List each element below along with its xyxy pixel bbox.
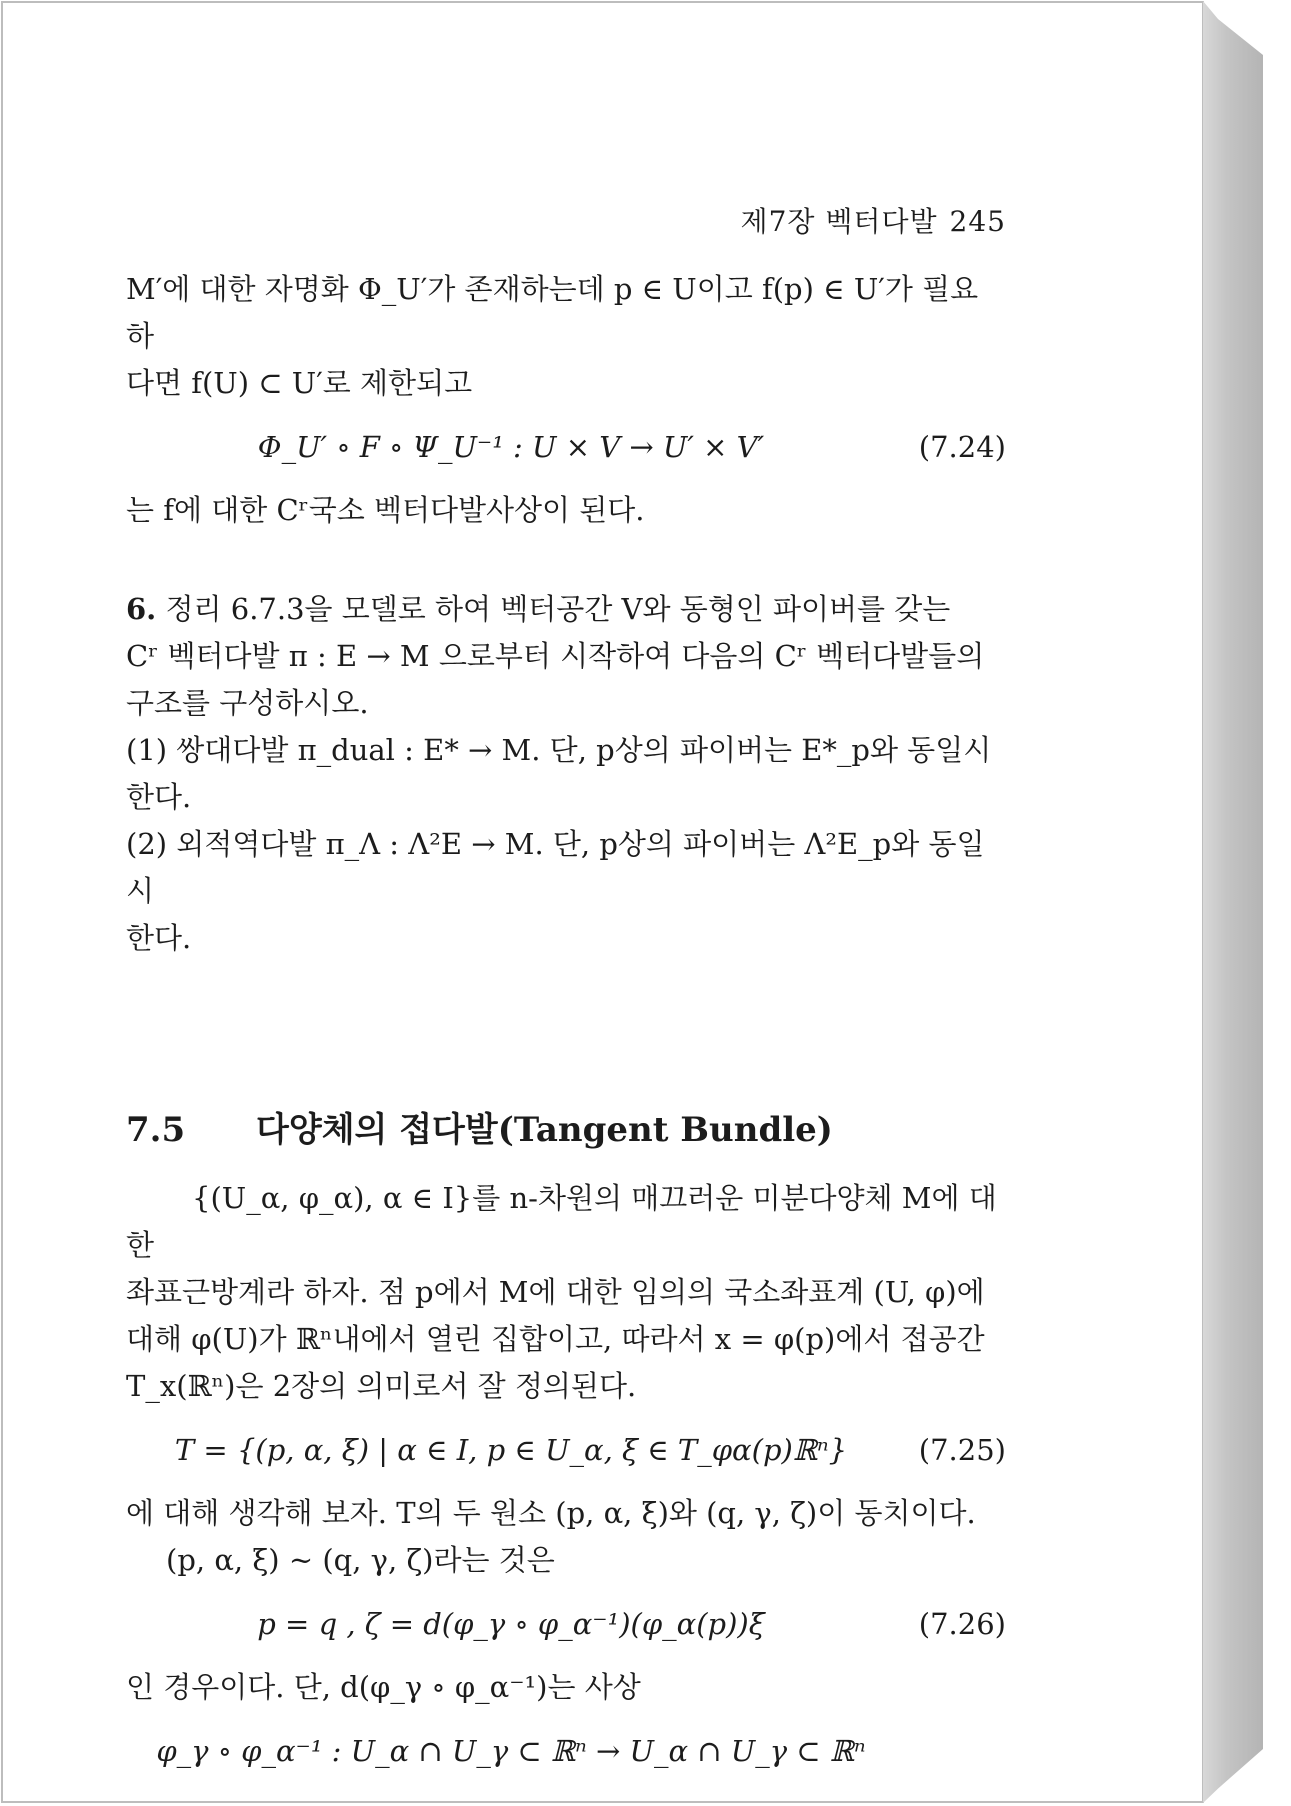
exercise-line bbox=[126, 586, 1006, 633]
equation-number: (7.25) bbox=[918, 1433, 1006, 1467]
equation-7-24 bbox=[126, 407, 1006, 487]
equation-number: (7.24) bbox=[918, 430, 1006, 464]
page-content bbox=[126, 200, 1006, 1791]
equation-formula: p = q , ζ = d(φ_γ ∘ φ_α⁻¹)(φ_α(p))ξ bbox=[257, 1607, 765, 1641]
paragraph-line: 인 경우이다. 단, d(φ_γ ∘ φ_α⁻¹)는 사상 bbox=[126, 1670, 641, 1704]
equation-formula: φ_γ ∘ φ_α⁻¹ : U_α ∩ U_γ ⊂ ℝⁿ → U_α ∩ U_γ ⊂ ℝⁿ bbox=[156, 1734, 866, 1768]
exercise-number: 6. bbox=[126, 592, 157, 626]
equation-7-25 bbox=[126, 1410, 1006, 1490]
section-title: 다양체의 접다발(Tangent Bundle) bbox=[256, 1110, 833, 1150]
section-number: 7.5 bbox=[126, 1110, 186, 1150]
exercise-item: (2) 외적역다발 π_Λ : Λ²E → M. 단, p상의 파이버는 Λ²E_p와 동일시 bbox=[126, 827, 985, 908]
equation-formula: T = {(p, α, ξ) | α ∈ I, p ∈ U_α, ξ ∈ T_φα(p)ℝⁿ} bbox=[174, 1433, 848, 1467]
paragraph-line: T_x(ℝⁿ)은 2장의 의미로서 잘 정의된다. bbox=[126, 1369, 637, 1403]
section-heading bbox=[126, 1102, 1006, 1151]
equation-formula: Φ_U′ ∘ F ∘ Ψ_U⁻¹ : U × V → U′ × V′ bbox=[257, 430, 765, 464]
exercise-line: 구조를 구성하시오. bbox=[126, 686, 369, 720]
paragraph-line: (p, α, ξ) ~ (q, γ, ζ)라는 것은 bbox=[166, 1543, 555, 1577]
chapter-title: 제7장 벡터다발 bbox=[740, 205, 938, 238]
paragraph-line: 는 f에 대한 Cʳ국소 벡터다발사상이 된다. bbox=[126, 493, 645, 527]
page-edge-shadow bbox=[1203, 1, 1263, 1803]
equation-7-26 bbox=[126, 1584, 1006, 1664]
paragraph-line: {(U_α, φ_α), α ∈ I}를 n-차원의 매끄러운 미분다양체 M에 대한 bbox=[126, 1181, 997, 1262]
exercise-item: 한다. bbox=[126, 921, 192, 955]
paragraph-line: 좌표근방계라 하자. 점 p에서 M에 대한 임의의 국소좌표계 (U, φ)에 bbox=[126, 1275, 985, 1309]
paragraph-line: 대해 φ(U)가 ℝⁿ내에서 열린 집합이고, 따라서 x = φ(p)에서 접공간 bbox=[126, 1322, 985, 1356]
exercise-text: 정리 6.7.3을 모델로 하여 벡터공간 V와 동형인 파이버를 갖는 bbox=[165, 592, 951, 626]
exercise-item: (1) 쌍대다발 π_dual : E* → M. 단, p상의 파이버는 E*_p와 동일시한다. bbox=[126, 733, 992, 814]
paragraph-line: M′에 대한 자명화 Φ_U′가 존재하는데 p ∈ U이고 f(p) ∈ U′가 필요하 bbox=[126, 272, 979, 353]
paragraph-line: 에 대해 생각해 보자. T의 두 원소 (p, α, ξ)와 (q, γ, ζ)이 동치이다. bbox=[126, 1496, 976, 1530]
equation-number: (7.26) bbox=[918, 1607, 1006, 1641]
equation-map bbox=[126, 1711, 1006, 1791]
exercise-line: Cʳ 벡터다발 π : E → M 으로부터 시작하여 다음의 Cʳ 벡터다발들의 bbox=[126, 639, 985, 673]
paragraph-line: 다면 f(U) ⊂ U′로 제한되고 bbox=[126, 366, 473, 400]
page-number: 245 bbox=[949, 205, 1006, 238]
spacer bbox=[126, 534, 1006, 586]
running-header bbox=[126, 200, 1006, 240]
spacer bbox=[126, 962, 1006, 1102]
